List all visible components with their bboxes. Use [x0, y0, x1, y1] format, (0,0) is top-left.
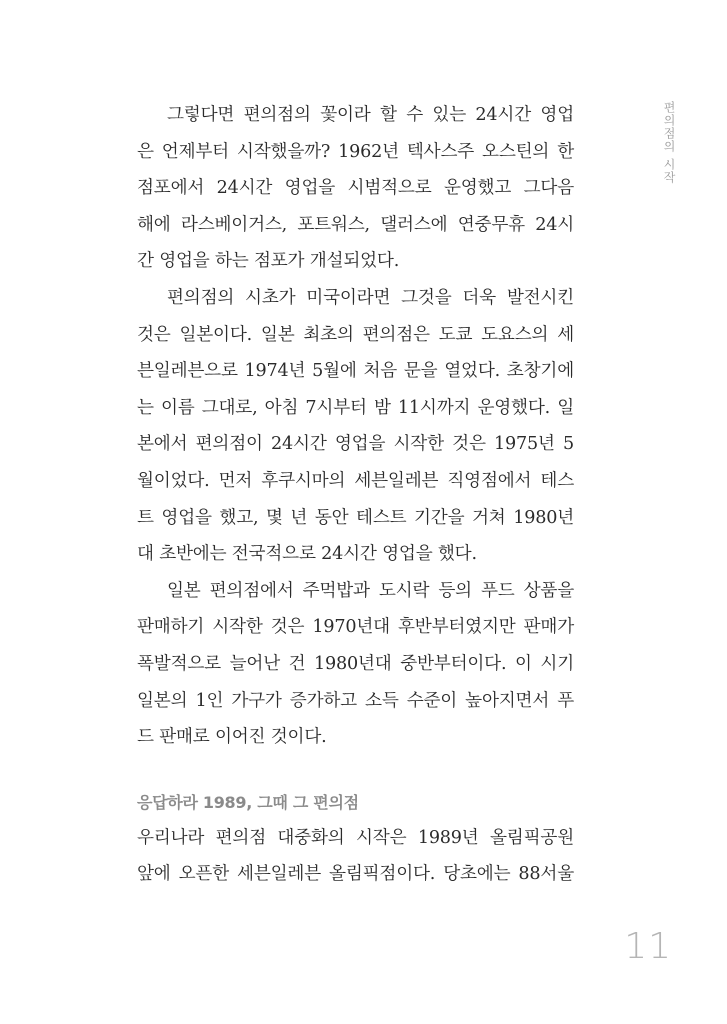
text-line: 드 판매로 이어진 것이다.	[137, 727, 327, 748]
text-line: 해에 라스베이거스, 포트워스, 댈러스에 연중무휴 24시	[137, 214, 574, 235]
text-line: 은 언제부터 시작했을까? 1962년 텍사스주 오스틴의 한	[137, 141, 574, 162]
text-line: 점포에서 24시간 영업을 시범적으로 운영했고 그다음	[137, 178, 574, 199]
paragraph	[137, 820, 574, 893]
text-line: 일본 편의점에서 주먹밥과 도시락 등의 푸드 상품을	[167, 580, 574, 601]
text-line: 그렇다면 편의점의 꽃이라 할 수 있는 24시간 영업	[167, 105, 574, 125]
text-line: 트 영업을 했고, 몇 년 동안 테스트 기간을 거쳐 1980년	[137, 507, 574, 528]
text-line: 간 영업을 하는 점포가 개설되었다.	[137, 251, 400, 272]
text-line: 앞에 오픈한 세븐일레븐 올림픽점이다. 당초에는 88서울	[137, 864, 574, 885]
body-text	[137, 97, 574, 893]
paragraph	[137, 573, 574, 756]
text-line: 것은 일본이다. 일본 최초의 편의점은 도쿄 도요스의 세	[137, 324, 574, 345]
section-heading: 응답하라 1989, 그때 그 편의점	[137, 792, 359, 812]
text-line: 편의점의 시초가 미국이라면 그것을 더욱 발전시킨	[167, 287, 574, 308]
text-line: 대 초반에는 전국적으로 24시간 영업을 했다.	[137, 544, 477, 565]
paragraph	[137, 280, 574, 573]
text-line: 월이었다. 먼저 후쿠시마의 세븐일레븐 직영점에서 테스	[137, 470, 574, 491]
page-number: 11	[624, 926, 672, 967]
text-line: 우리나라 편의점 대중화의 시작은 1989년 올림픽공원	[137, 827, 574, 848]
text-line: 븐일레븐으로 1974년 5월에 처음 문을 열었다. 초창기에	[137, 361, 574, 382]
paragraph	[137, 97, 574, 280]
text-line: 일본의 1인 가구가 증가하고 소득 수준이 높아지면서 푸	[137, 690, 574, 711]
text-line: 판매하기 시작한 것은 1970년대 후반부터였지만 판매가	[137, 617, 574, 638]
text-line: 는 이름 그대로, 아침 7시부터 밤 11시까지 운영했다. 일	[137, 397, 574, 418]
running-header-chapter-title: 편의점의 시작	[662, 101, 676, 184]
text-line: 본에서 편의점이 24시간 영업을 시작한 것은 1975년 5	[137, 434, 574, 455]
text-line: 폭발적으로 늘어난 건 1980년대 중반부터이다. 이 시기	[137, 653, 574, 674]
